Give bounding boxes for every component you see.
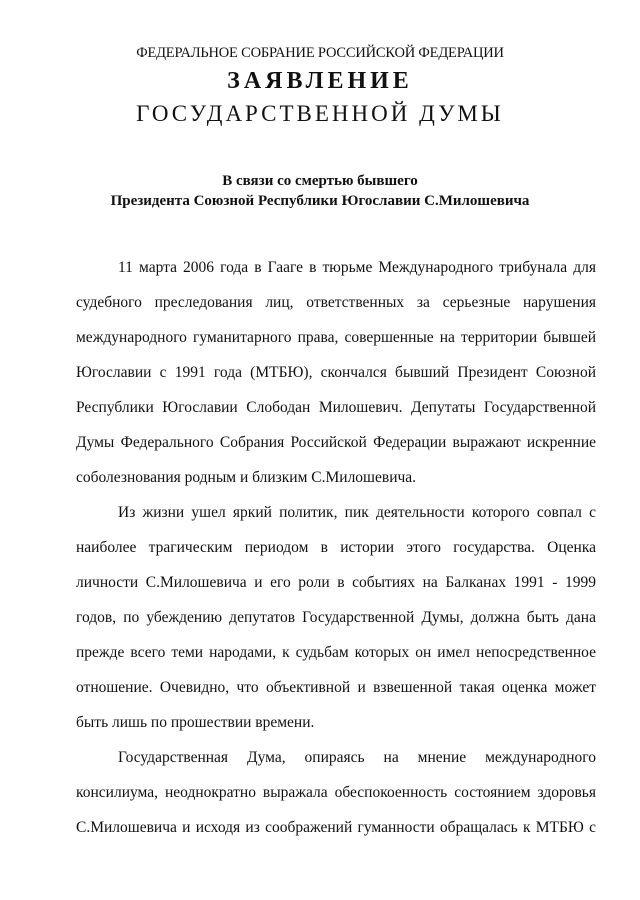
body-line: годов, по убеждению депутатов Государственной Думы, должна быть дана bbox=[76, 609, 596, 626]
body-line: Государственная Дума, опираясь на мнение международного bbox=[118, 749, 596, 766]
body-line: прежде всего теми народами, к судьбам которых он имел непосредственное bbox=[76, 644, 596, 661]
body-line: 11 марта 2006 года в Гааге в тюрьме Международного трибунала для bbox=[118, 259, 596, 276]
document-subject bbox=[0, 171, 640, 211]
body-line: наиболее трагическим периодом в истории этого государства. Оценка bbox=[76, 539, 596, 556]
subject-line-1: В связи со смертью бывшего bbox=[222, 173, 418, 189]
body-line: судебного преследования лиц, ответственных за серьезные нарушения bbox=[76, 294, 596, 311]
body-line: отношение. Очевидно, что объективной и взвешенной такая оценка может bbox=[76, 679, 596, 696]
organization-header: ФЕДЕРАЛЬНОЕ СОБРАНИЕ РОССИЙСКОЙ ФЕДЕРАЦИИ bbox=[136, 45, 504, 61]
body-line: личности С.Милошевича и его роли в событиях на Балканах 1991 - 1999 bbox=[76, 574, 596, 591]
body-line: С.Милошевича и исходя из соображений гуманности обращалась к МТБЮ с bbox=[76, 819, 596, 836]
body-line: Из жизни ушел яркий политик, пик деятельности которого совпал с bbox=[118, 504, 596, 521]
body-line: быть лишь по прошествии времени. bbox=[76, 714, 315, 731]
issuing-body-title: ГОСУДАРСТВЕННОЙ ДУМЫ bbox=[136, 101, 504, 126]
body-line: Югославии с 1991 года (МТБЮ), скончался бывший Президент Союзной bbox=[76, 364, 596, 381]
subject-line-2: Президента Союзной Республики Югославии С.Милошевича bbox=[110, 193, 530, 209]
document-type-title: ЗАЯВЛЕНИЕ bbox=[227, 68, 413, 94]
body-line: Думы Федерального Собрания Российской Федерации выражают искренние bbox=[76, 434, 596, 451]
body-line: консилиума, неоднократно выражала обеспокоенность состоянием здоровья bbox=[76, 784, 596, 801]
body-line: международного гуманитарного права, совершенные на территории бывшей bbox=[76, 329, 596, 346]
body-line: Республики Югославии Слободан Милошевич. Депутаты Государственной bbox=[76, 399, 596, 416]
body-line: соболезнования родным и близким С.Милошевича. bbox=[76, 469, 417, 486]
